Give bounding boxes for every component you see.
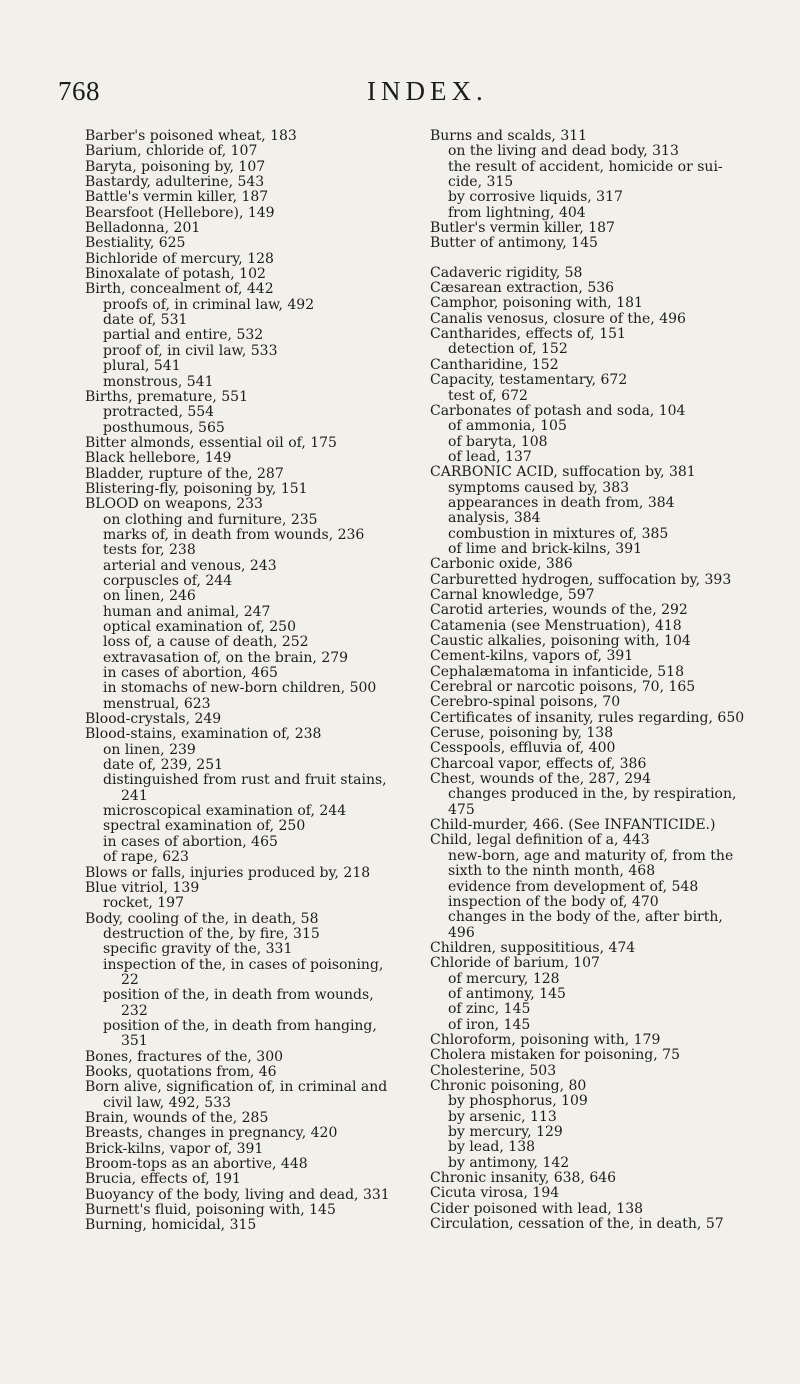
index-subentry: position of the, in death from wounds, (103, 987, 374, 1004)
index-entry: Chronic insanity, 638, 646 (430, 1170, 617, 1187)
index-entry: Cerebral or narcotic poisons, 70, 165 (430, 679, 696, 696)
index-entry: Cement-kilns, vapors of, 391 (430, 648, 634, 665)
index-subentry: by corrosive liquids, 317 (448, 189, 623, 206)
index-entry: Books, quotations from, 46 (85, 1063, 277, 1080)
index-entry: Certificates of insanity, rules regarding, 650 (430, 709, 745, 726)
index-subentry: of iron, 145 (448, 1016, 531, 1033)
index-entry: Chronic poisoning, 80 (430, 1077, 587, 1094)
index-subentry: combustion in mixtures of, 385 (448, 525, 669, 542)
index-subentry: new-born, age and maturity of, from the (448, 847, 734, 864)
index-subentry: protracted, 554 (103, 404, 215, 421)
index-entry: Blistering-fly, poisoning by, 151 (85, 480, 308, 497)
index-subentry: spectral examination of, 250 (103, 818, 306, 835)
index-subentry: proofs of, in criminal law, 492 (103, 296, 315, 313)
index-subentry: of baryta, 108 (448, 433, 548, 450)
index-subentry: 232 (121, 1002, 148, 1019)
index-entry: Catamenia (see Menstruation), 418 (430, 617, 682, 634)
index-subentry: of rape, 623 (103, 849, 189, 866)
index-entry: Bladder, rupture of the, 287 (85, 465, 284, 482)
index-subentry: loss of, a cause of death, 252 (103, 634, 309, 651)
index-entry: Cephalæmatoma in infanticide, 518 (430, 663, 684, 680)
index-subentry: on clothing and furniture, 235 (103, 511, 318, 528)
index-subentry: detection of, 152 (448, 341, 568, 358)
index-entry: Cicuta virosa, 194 (430, 1185, 560, 1202)
index-entry: Butter of antimony, 145 (430, 235, 598, 252)
index-entry: Blows or falls, injuries produced by, 218 (85, 864, 371, 881)
index-entry: Bones, fractures of the, 300 (85, 1048, 284, 1065)
index-entry: Binoxalate of potash, 102 (85, 266, 266, 283)
index-subentry: by phosphorus, 109 (448, 1093, 588, 1110)
index-subentry: specific gravity of the, 331 (103, 941, 293, 958)
index-entry: Cæsarean extraction, 536 (430, 280, 615, 297)
index-entry: Capacity, testamentary, 672 (430, 372, 628, 389)
index-subentry: analysis, 384 (448, 510, 541, 527)
index-subentry: of lead, 137 (448, 448, 532, 465)
index-entry: Carnal knowledge, 597 (430, 586, 595, 603)
section-gap (430, 252, 778, 266)
index-entry: Ceruse, poisoning by, 138 (430, 725, 614, 742)
index-entry: Caustic alkalies, poisoning with, 104 (430, 633, 691, 649)
index-subentry: in stomachs of new-born children, 500 (103, 680, 377, 697)
index-subentry: optical examination of, 250 (103, 619, 296, 635)
index-entry: Blood-stains, examination of, 238 (85, 726, 322, 743)
index-entry: Burnett's fluid, poisoning with, 145 (85, 1202, 336, 1219)
index-subentry: cide, 315 (448, 174, 514, 191)
index-subentry: of zinc, 145 (448, 1001, 531, 1018)
index-entry: Cholera mistaken for poisoning, 75 (430, 1047, 680, 1064)
index-entry: Baryta, poisoning by, 107 (85, 158, 266, 175)
index-subentry: by antimony, 142 (448, 1154, 570, 1171)
index-subentry: rocket, 197 (103, 895, 184, 912)
index-entry: Barber's poisoned wheat, 183 (85, 128, 297, 144)
index-subentry: of ammonia, 105 (448, 418, 567, 435)
index-subentry: corpuscles of, 244 (103, 572, 233, 589)
index-entry: Child-murder, 466. (See INFANTICIDE.) (430, 817, 716, 834)
index-subentry: symptoms caused by, 383 (448, 479, 630, 496)
index-entry: Belladonna, 201 (85, 220, 201, 237)
index-subentry: human and animal, 247 (103, 603, 271, 620)
index-subentry: 22 (121, 971, 139, 988)
index-entry: Cerebro-spinal poisons, 70 (430, 694, 621, 711)
index-subentry: evidence from development of, 548 (448, 878, 699, 895)
index-subentry: 351 (121, 1033, 148, 1050)
index-entry: Cantharidine, 152 (430, 356, 559, 373)
index-entry: Cider poisoned with lead, 138 (430, 1200, 644, 1217)
index-entry: Chloroform, poisoning with, 179 (430, 1031, 661, 1048)
index-entry: Chloride of barium, 107 (430, 955, 600, 972)
index-subentry: position of the, in death from hanging, (103, 1017, 377, 1034)
index-subentry: from lightning, 404 (448, 204, 586, 221)
index-entry: Birth, concealment of, 442 (85, 281, 274, 298)
index-entry: Battle's vermin killer, 187 (85, 189, 269, 206)
index-subentry: menstrual, 623 (103, 695, 211, 712)
index-subentry: arterial and venous, 243 (103, 557, 277, 574)
index-entry: Charcoal vapor, effects of, 386 (430, 755, 647, 772)
index-subentry: posthumous, 565 (103, 419, 225, 436)
index-subentry: inspection of the body of, 470 (448, 893, 659, 910)
index-entry: Brick-kilns, vapor of, 391 (85, 1140, 264, 1157)
index-subentry: destruction of the, by fire, 315 (103, 925, 320, 942)
index-subentry: by lead, 138 (448, 1139, 536, 1156)
index-entry: Burning, homicidal, 315 (85, 1217, 257, 1234)
index-subentry: distinguished from rust and fruit stains, (103, 772, 387, 789)
index-subentry: 241 (121, 787, 148, 804)
index-subentry: of lime and brick-kilns, 391 (448, 540, 643, 557)
index-subentry: 475 (448, 801, 475, 818)
index-entry: Born alive, signification of, in criminal and (85, 1079, 388, 1096)
index-entry: Cholesterine, 503 (430, 1062, 557, 1079)
index-entry: Buoyancy of the body, living and dead, 331 (85, 1186, 390, 1203)
index-entry: Circulation, cessation of the, in death, 57 (430, 1216, 724, 1233)
index-entry: Canalis venosus, closure of the, 496 (430, 310, 686, 327)
index-subentry: date of, 239, 251 (103, 757, 224, 774)
index-subentry: sixth to the ninth month, 468 (448, 863, 656, 880)
index-subentry: microscopical examination of, 244 (103, 803, 347, 820)
index-entry: Burns and scalds, 311 (430, 128, 588, 144)
index-entry: Carburetted hydrogen, suffocation by, 393 (430, 571, 732, 588)
index-subentry: partial and entire, 532 (103, 327, 264, 344)
index-subentry: on the living and dead body, 313 (448, 143, 679, 160)
index-subentry: monstrous, 541 (103, 373, 214, 390)
index-entry: Cadaveric rigidity, 58 (430, 264, 583, 281)
index-subentry: changes in the body of the, after birth, (448, 909, 723, 926)
index-entry: BLOOD on weapons, 233 (85, 496, 263, 513)
running-head: INDEX. (367, 76, 488, 106)
index-subentry: proof of, in civil law, 533 (103, 342, 278, 359)
index-entry: Blue vitriol, 139 (85, 879, 200, 896)
index-subentry: by mercury, 129 (448, 1124, 563, 1140)
index-entry: Bitter almonds, essential oil of, 175 (85, 434, 337, 451)
index-entry: Brain, wounds of the, 285 (85, 1110, 269, 1126)
index-subentry: inspection of the, in cases of poisoning, (103, 956, 384, 973)
index-subentry: plural, 541 (103, 358, 181, 375)
index-subentry: extravasation of, on the brain, 279 (103, 649, 349, 666)
index-entry: CARBONIC ACID, suffocation by, 381 (430, 464, 696, 481)
index-entry: Children, supposititious, 474 (430, 939, 636, 956)
index-subentry: by arsenic, 113 (448, 1108, 557, 1125)
index-entry: Body, cooling of the, in death, 58 (85, 910, 319, 927)
page-number: 768 (58, 76, 100, 106)
index-subentry: appearances in death from, 384 (448, 494, 675, 511)
index-subentry: in cases of abortion, 465 (103, 833, 278, 850)
index-entry: Carotid arteries, wounds of the, 292 (430, 602, 688, 619)
index-entry: Cesspools, effluvia of, 400 (430, 740, 616, 757)
index-subentry: tests for, 238 (103, 542, 196, 559)
index-entry: Butler's vermin killer, 187 (430, 220, 615, 237)
index-subentry: of antimony, 145 (448, 985, 566, 1002)
index-entry: Births, premature, 551 (85, 388, 248, 405)
index-entry: Cantharides, effects of, 151 (430, 326, 626, 343)
index-entry: Brucia, effects of, 191 (85, 1171, 241, 1188)
index-subentry: on linen, 246 (103, 588, 196, 605)
index-subentry: test of, 672 (448, 387, 528, 404)
index-entry: Chest, wounds of the, 287, 294 (430, 771, 651, 788)
index-entry: Blood-crystals, 249 (85, 711, 222, 728)
index-subentry: in cases of abortion, 465 (103, 665, 278, 682)
index-subentry: changes produced in the, by respiration, (448, 786, 737, 803)
index-entry: Bestiality, 625 (85, 235, 186, 252)
index-entry: Broom-tops as an abortive, 448 (85, 1156, 308, 1173)
index-entry: Camphor, poisoning with, 181 (430, 295, 643, 312)
index-entry: Breasts, changes in pregnancy, 420 (85, 1125, 338, 1142)
index-subentry: 496 (448, 924, 475, 941)
index-entry: Black hellebore, 149 (85, 450, 232, 467)
index-subentry: on linen, 239 (103, 741, 196, 758)
index-column-left (85, 129, 415, 1234)
index-entry: Bearsfoot (Hellebore), 149 (85, 204, 275, 221)
index-subentry: the result of accident, homicide or sui- (448, 158, 723, 175)
index-entry: Bastardy, adulterine, 543 (85, 174, 265, 191)
index-entry: Bichloride of mercury, 128 (85, 250, 274, 267)
index-subentry: marks of, in death from wounds, 236 (103, 526, 365, 543)
index-subentry: of mercury, 128 (448, 970, 560, 987)
index-entry: Child, legal definition of a, 443 (430, 832, 650, 849)
index-subentry: date of, 531 (103, 312, 188, 329)
index-entry: Carbonates of potash and soda, 104 (430, 402, 686, 419)
index-entry: Barium, chloride of, 107 (85, 143, 258, 160)
index-entry: Carbonic oxide, 386 (430, 556, 573, 573)
index-column-right (430, 129, 778, 1232)
index-subentry: civil law, 492, 533 (103, 1094, 232, 1111)
